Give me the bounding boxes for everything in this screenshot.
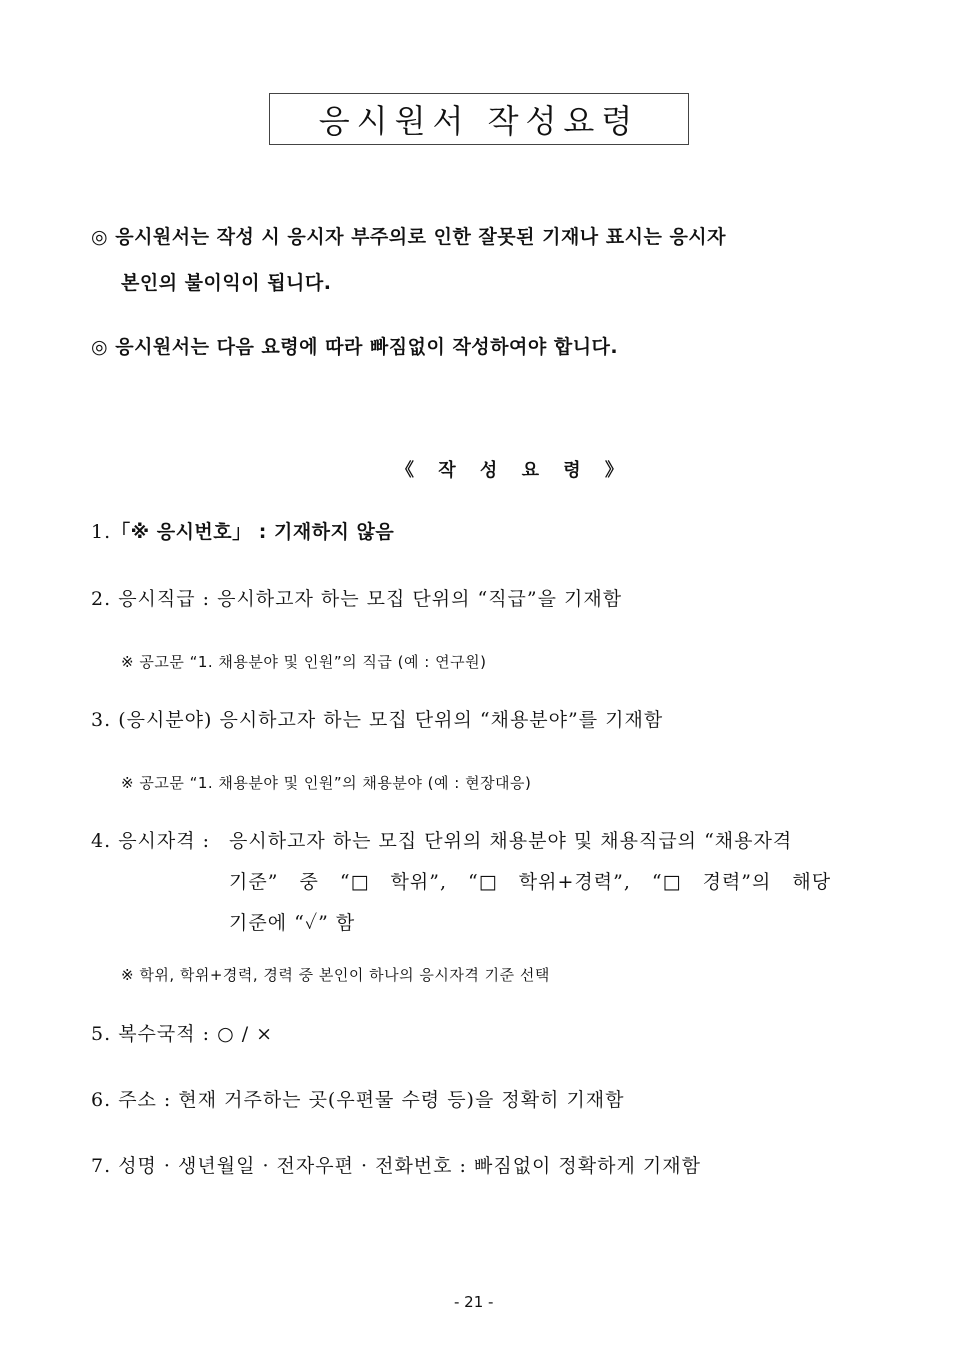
item-text: 「※ 응시번호」 : 기재하지 않음 (111, 521, 395, 543)
item-label: 응시자격 : (118, 830, 211, 852)
double-circle-icon: ◎ (91, 336, 109, 358)
item-number: 1. (91, 521, 112, 543)
item-2-note: ※ 공고문 “1. 채용분야 및 인원”의 직급 (예 : 연구원) (121, 653, 487, 671)
item-text: 복수국적 : ○ / × (118, 1023, 274, 1045)
item-text: 주소 : 현재 거주하는 곳(우편물 수령 등)을 정확히 기재함 (118, 1089, 625, 1111)
list-item-5 (91, 1019, 273, 1046)
list-item-7 (91, 1151, 701, 1178)
item-number: 4. (91, 830, 112, 852)
list-item-6 (91, 1085, 625, 1112)
item-text: 응시직급 : 응시하고자 하는 모집 단위의 “직급”을 기재함 (118, 588, 623, 610)
item-number: 2. (91, 588, 112, 610)
title-box (269, 93, 689, 145)
item-text: 성명 · 생년월일 · 전자우편 · 전화번호 : 빠짐없이 정확하게 기재함 (118, 1155, 701, 1177)
notice-2-line-1: 응시원서는 다음 요령에 따라 빠짐없이 작성하여야 합니다. (115, 336, 619, 358)
item-text: (응시분야) 응시하고자 하는 모집 단위의 “채용분야”를 기재함 (118, 709, 664, 731)
notice-1-line-1: 응시원서는 작성 시 응시자 부주의로 인한 잘못된 기재나 표시는 응시자 (115, 226, 727, 248)
item-4-line-2: 기준” 중 “□ 학위”, “□ 학위+경력”, “□ 경력”의 해당 (229, 871, 832, 893)
page-title: 응시원서 작성요령 (318, 102, 640, 140)
item-3-note: ※ 공고문 “1. 채용분야 및 인원”의 채용분야 (예 : 현장대응) (121, 774, 532, 792)
notice-1 (91, 222, 726, 249)
item-number: 5. (91, 1023, 112, 1045)
list-item-2 (91, 584, 622, 611)
list-item-4 (91, 826, 210, 853)
item-number: 6. (91, 1089, 112, 1111)
page-number: - 21 - (454, 1293, 494, 1311)
item-number: 3. (91, 709, 112, 731)
item-number: 7. (91, 1155, 112, 1177)
double-circle-icon: ◎ (91, 226, 109, 248)
item-4-line-3: 기준에 “✓” 함 (229, 912, 356, 934)
list-item-1 (91, 517, 394, 544)
item-4-note: ※ 학위, 학위+경력, 경력 중 본인이 하나의 응시자격 기준 선택 (121, 966, 550, 984)
notice-1-line-2: 본인의 불이익이 됩니다. (121, 272, 332, 294)
list-item-3 (91, 705, 663, 732)
section-heading: 《 작 성 요 령 》 (396, 460, 632, 481)
item-4-line-1: 응시하고자 하는 모집 단위의 채용분야 및 채용직급의 “채용자격 (229, 830, 793, 852)
notice-2 (91, 332, 618, 359)
